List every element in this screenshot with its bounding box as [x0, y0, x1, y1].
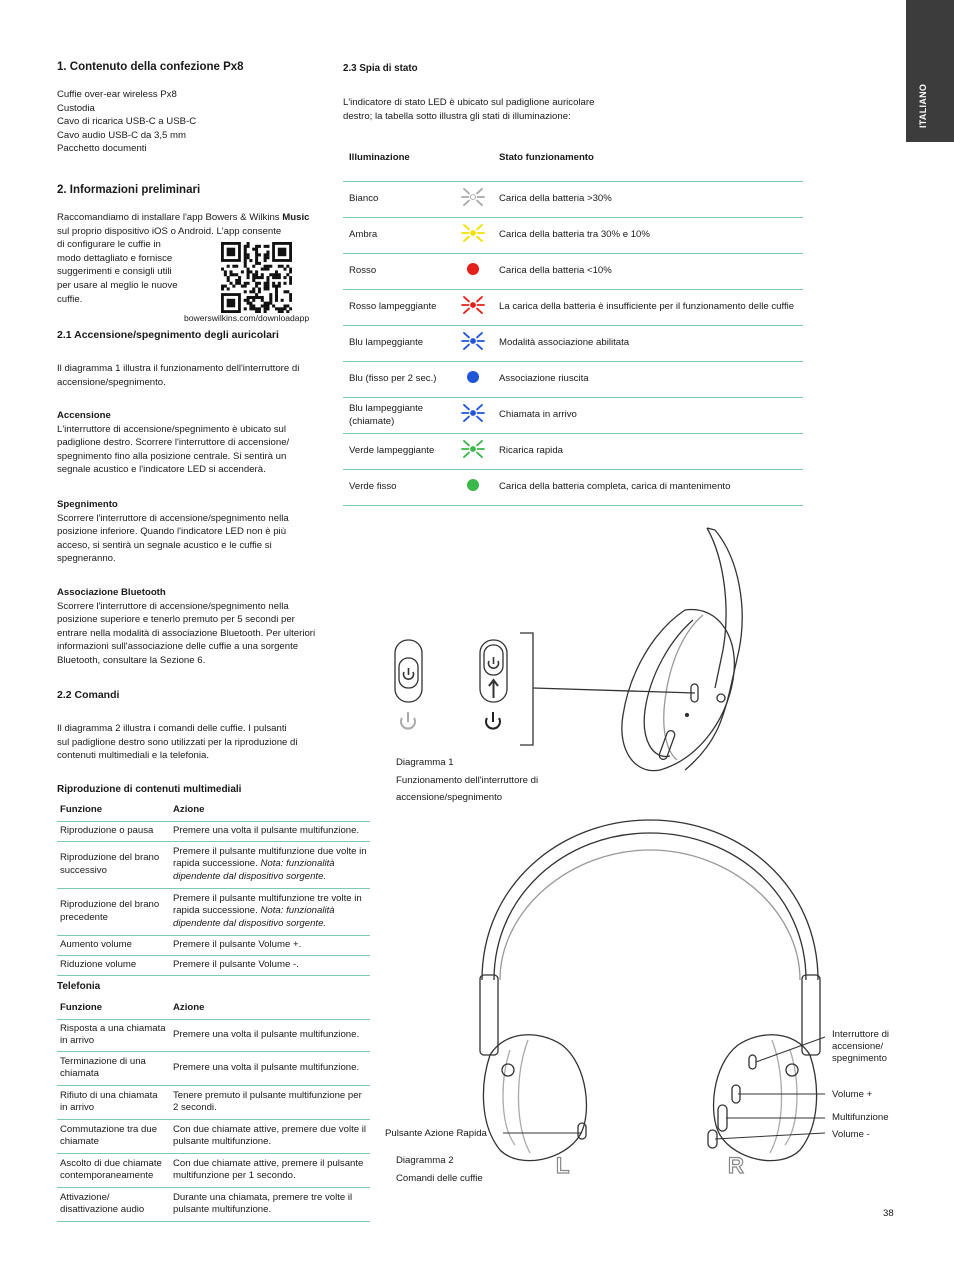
table-row [57, 1085, 370, 1119]
table-row [57, 1019, 370, 1051]
para-line: spegnimento fino alla posizione centrale. Si sentirà un [57, 450, 287, 462]
cell-light: Blu lampeggiante (chiamate) [343, 398, 453, 434]
table-row [57, 1187, 370, 1221]
led-solid-icon [459, 365, 487, 389]
section-1-title: 1. Contenuto della confezione Px8 [57, 61, 244, 73]
section-2-3-title: 2.3 Spia di stato [343, 63, 418, 74]
table-row [343, 434, 803, 470]
col-header-light: Illuminazione [343, 135, 453, 182]
table-row [57, 955, 370, 975]
table-row [57, 841, 370, 888]
cell-state: Ricarica rapida [493, 434, 803, 470]
cell-function: Riduzione volume [57, 955, 170, 975]
cell-state: Modalità associazione abilitata [493, 326, 803, 362]
table-row [57, 821, 370, 841]
cell-icon [453, 254, 493, 290]
action-text: Premere il pulsante multifunzione tre volte in rapida successione. [173, 892, 362, 917]
cell-state: Carica della batteria >30% [493, 182, 803, 218]
headphone-side-illustration [622, 528, 742, 771]
intro-text: per usare al meglio le nuove [57, 279, 178, 291]
para-line: Bluetooth, consultare la Sezione 6. [57, 654, 206, 666]
cell-function: Ascolto di due chiamate contemporaneamente [57, 1153, 170, 1187]
para-line: Scorrere l'interruttore di accensione/spegnimento nella [57, 600, 289, 612]
cell-state: Associazione riuscita [493, 362, 803, 398]
table-row [57, 1051, 370, 1085]
label-line: accensione/ [832, 1041, 884, 1052]
table-header-row [343, 135, 803, 182]
para-line: contenuti multimediali e la telefonia. [57, 750, 209, 762]
section-2-2-title: 2.2 Comandi [57, 689, 120, 701]
cell-icon [453, 362, 493, 398]
section-2-1-title: 2.1 Accensione/spegnimento degli auricolari [57, 329, 279, 341]
table-row [343, 362, 803, 398]
cell-light: Ambra [343, 218, 453, 254]
para-line: L'interruttore di accensione/spegnimento è ubicato sul [57, 423, 287, 435]
power-off-block [57, 498, 289, 566]
table-row [343, 254, 803, 290]
table-row [343, 290, 803, 326]
label-volume-down: Volume - [832, 1129, 870, 1140]
cell-action: Tenere premuto il pulsante multifunzione per 2 secondi. [170, 1085, 370, 1119]
headphones-front-illustration [480, 820, 820, 1161]
section-2-3-intro [343, 96, 594, 123]
action-note: Nota: funzionalità dipendente dal dispositivo sorgente. [173, 858, 335, 882]
power-off-heading: Spegnimento [57, 499, 118, 510]
led-flash-icon [459, 221, 487, 245]
app-name: Music [282, 212, 310, 223]
cell-state: La carica della batteria è insufficiente per il funzionamento delle cuffie [493, 290, 803, 326]
cell-icon [453, 290, 493, 326]
telephony-table-title: Telefonia [57, 981, 101, 992]
cell-state: Chiamata in arrivo [493, 398, 803, 434]
table-row [343, 470, 803, 506]
para-line: informazioni sull'associazione delle cuffie a una sorgente [57, 641, 299, 653]
caption-line: Funzionamento dell'interruttore di [396, 774, 539, 786]
table-row [343, 218, 803, 254]
power-on-heading: Accensione [57, 410, 111, 421]
cell-state: Carica della batteria <10% [493, 254, 803, 290]
bluetooth-heading: Associazione Bluetooth [57, 587, 166, 598]
label-volume-up: Volume + [832, 1089, 873, 1100]
table-row [343, 182, 803, 218]
diagram-2 [470, 815, 830, 1180]
para-line: padiglione destro. Scorrere l'interruttore di accensione/ [57, 437, 290, 449]
table-header-row [57, 800, 370, 821]
right-marker: R [728, 1153, 744, 1178]
intro-text: sul proprio dispositivo iOS o Android. L'app consente [57, 225, 282, 237]
caption-line: Comandi delle cuffie [396, 1172, 483, 1184]
cell-icon [453, 182, 493, 218]
led-flash-icon [459, 329, 487, 353]
para-line: spegneranno. [57, 553, 116, 565]
para-line: posizione inferiore. Quando l'indicatore LED non è più [57, 526, 287, 538]
cell-state: Carica della batteria tra 30% e 10% [493, 218, 803, 254]
page-number: 38 [883, 1208, 894, 1219]
intro-text: modo dettagliato e fornisce [57, 252, 173, 264]
para-line: segnale acustico e l'indicatore LED si accenderà. [57, 464, 266, 476]
cell-action: Durante una chiamata, premere tre volte il pulsante multifunzione. [170, 1187, 370, 1221]
cell-light: Blu (fisso per 2 sec.) [343, 362, 453, 398]
para-line: Il diagramma 1 illustra il funzionamento dell'interruttore di [57, 363, 300, 374]
language-label: ITALIANO [918, 83, 928, 128]
power-icon [401, 712, 500, 729]
list-item: Custodia [57, 102, 95, 114]
caption-line: accensione/spegnimento [396, 792, 503, 803]
table-row [57, 1119, 370, 1153]
media-controls-table [57, 800, 370, 976]
cell-function: Riproduzione del brano successivo [57, 841, 170, 888]
bluetooth-block [57, 586, 315, 668]
cell-action: Premere una volta il pulsante multifunzione. [170, 1051, 370, 1085]
cell-action: Con due chiamate attive, premere due volte il pulsante multifunzione. [170, 1119, 370, 1153]
col-header-function: Funzione [57, 800, 170, 821]
led-status-table [343, 135, 803, 506]
para-line: posizione superiore e tenerlo premuto per 5 secondi per [57, 614, 295, 626]
led-flash-icon [459, 293, 487, 317]
col-header-state: Stato funzionamento [493, 135, 803, 182]
table-row [57, 888, 370, 935]
para-line: acceso, si sentirà un segnale acustico e le cuffie si [57, 539, 272, 551]
led-solid-icon [459, 257, 487, 281]
cell-icon [453, 434, 493, 470]
telephony-table [57, 998, 370, 1222]
para-line: L'indicatore di stato LED è ubicato sul padiglione auricolare [343, 97, 595, 108]
caption-line: Diagramma 2 [396, 1155, 454, 1166]
caption-line: Diagramma 1 [396, 757, 454, 768]
cell-function: Commutazione tra due chiamate [57, 1119, 170, 1153]
section-2-2-intro [57, 722, 298, 763]
cell-light: Rosso [343, 254, 453, 290]
col-header-action: Azione [170, 800, 370, 821]
cell-light: Blu lampeggiante [343, 326, 453, 362]
col-header-function: Funzione [57, 998, 170, 1019]
cell-icon [453, 398, 493, 434]
power-on-block [57, 409, 289, 477]
language-tab [906, 0, 954, 142]
download-url[interactable]: bowerswilkins.com/downloadapp [184, 313, 310, 323]
cell-function: Riproduzione del brano precedente [57, 888, 170, 935]
cell-function: Attivazione/ disattivazione audio [57, 1187, 170, 1221]
list-item: Cuffie over-ear wireless Px8 [57, 89, 177, 100]
list-item: Cavo di ricarica USB-C a USB-C [57, 116, 197, 128]
label-power-switch [832, 1029, 889, 1065]
diagram-1-caption [396, 754, 538, 807]
left-marker: L [556, 1153, 570, 1178]
table-row [343, 398, 803, 434]
label-quick-action: Pulsante Azione Rapida [385, 1128, 487, 1139]
cell-action: Con due chiamate attive, premere il pulsante multifunzione per 1 secondo. [170, 1153, 370, 1187]
cell-light: Verde fisso [343, 470, 453, 506]
col-header-action: Azione [170, 998, 370, 1019]
cell-action: Premere il pulsante Volume +. [170, 935, 370, 955]
cell-function: Risposta a una chiamata in arrivo [57, 1019, 170, 1051]
cell-light: Bianco [343, 182, 453, 218]
cell-action [170, 888, 370, 935]
table-row [57, 935, 370, 955]
cell-icon [453, 326, 493, 362]
led-flash-icon [459, 401, 487, 425]
para-line: sul padiglione destro sono utilizzati per la riproduzione di [57, 736, 298, 748]
led-solid-icon [459, 473, 487, 497]
table-row [57, 1153, 370, 1187]
section-2-1-intro [57, 362, 299, 389]
cell-action: Premere una volta il pulsante multifunzione. [170, 1019, 370, 1051]
action-note: Nota: funzionalità dipendente dal dispositivo sorgente. [173, 905, 335, 929]
para-line: Il diagramma 2 illustra i comandi delle cuffie. I pulsanti [57, 723, 287, 734]
label-line: spegnimento [832, 1053, 887, 1064]
para-line: destro; la tabella sotto illustra gli stati di illuminazione: [343, 110, 571, 122]
cell-function: Rifiuto di una chiamata in arrivo [57, 1085, 170, 1119]
para-line: accensione/spegnimento. [57, 376, 166, 388]
list-item: Cavo audio USB-C da 3,5 mm [57, 129, 187, 141]
cell-action: Premere il pulsante Volume -. [170, 955, 370, 975]
list-item: Pacchetto documenti [57, 143, 147, 155]
cell-icon [453, 218, 493, 254]
cell-function: Riproduzione o pausa [57, 821, 170, 841]
package-list [57, 88, 196, 156]
callout-lines [503, 1037, 825, 1139]
diagram-2-caption [396, 1152, 483, 1187]
cell-action: Premere una volta il pulsante multifunzione. [170, 821, 370, 841]
para-line: Scorrere l'interruttore di accensione/spegnimento nella [57, 512, 289, 524]
col-header-icon [453, 135, 493, 182]
led-flash-icon [459, 437, 487, 461]
led-flash-icon [459, 185, 487, 209]
intro-text: di configurare le cuffie in [57, 239, 161, 251]
table-header-row [57, 998, 370, 1019]
cell-function: Terminazione di una chiamata [57, 1051, 170, 1085]
cell-function: Aumento volume [57, 935, 170, 955]
intro-text: cuffie. [57, 293, 83, 305]
para-line: entrare nella modalità di associazione Bluetooth. Per ulteriori [57, 627, 316, 639]
cell-state: Carica della batteria completa, carica di mantenimento [493, 470, 803, 506]
label-multifunction: Multifunzione [832, 1112, 889, 1123]
cell-icon [453, 470, 493, 506]
cell-action [170, 841, 370, 888]
intro-text: suggerimenti e consigli utili [57, 266, 172, 278]
cell-light: Verde lampeggiante [343, 434, 453, 470]
cell-light: Rosso lampeggiante [343, 290, 453, 326]
table-row [343, 326, 803, 362]
qr-code-icon [221, 242, 292, 313]
section-2-title: 2. Informazioni preliminari [57, 184, 201, 196]
diagram-1 [385, 520, 755, 780]
media-table-title: Riproduzione di contenuti multimediali [57, 784, 242, 795]
intro-text: Raccomandiamo di installare l'app Bowers & Wilkins [57, 212, 283, 223]
action-text: Premere il pulsante multifunzione due volte in rapida successione. [173, 845, 367, 870]
label-line: Interruttore di [832, 1029, 890, 1040]
